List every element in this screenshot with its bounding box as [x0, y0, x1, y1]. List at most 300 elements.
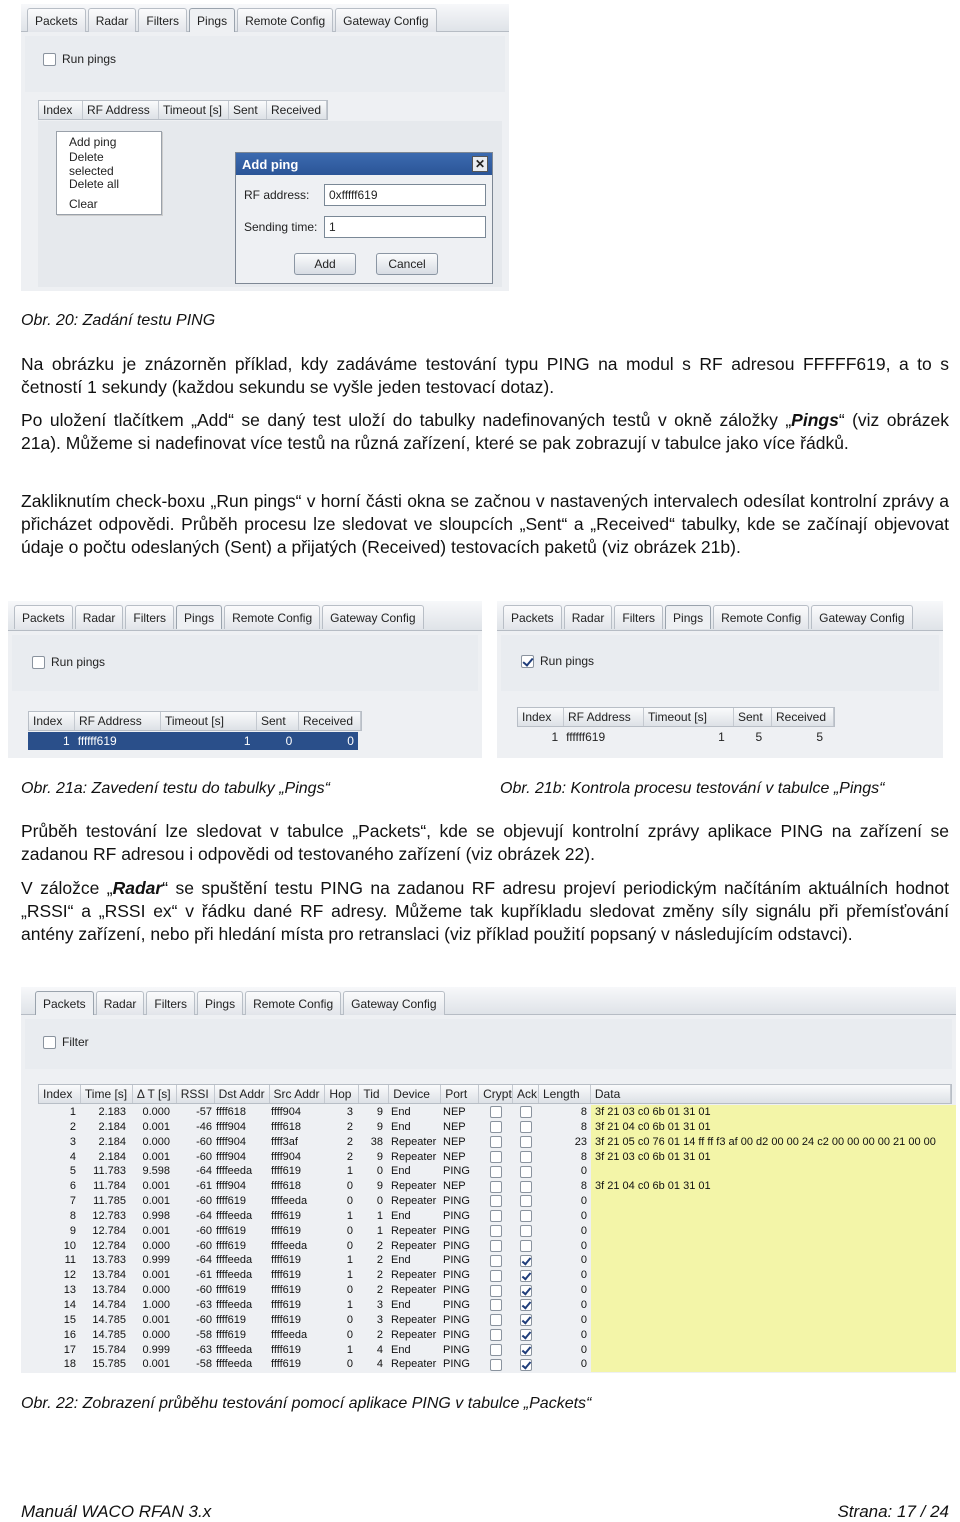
checkbox-checked-icon[interactable] [520, 1314, 532, 1326]
checkbox-empty-icon[interactable] [490, 1166, 502, 1178]
table-row[interactable] [38, 1194, 956, 1209]
tab-remote-config[interactable]: Remote Config [237, 8, 333, 32]
table-cell: ffffeeda [216, 1269, 253, 1282]
table-row[interactable] [38, 1209, 956, 1224]
crypt-checkbox[interactable] [479, 1179, 513, 1194]
checkbox-empty-icon[interactable] [520, 1121, 532, 1133]
column-header[interactable]: Src Addr [270, 1085, 326, 1103]
ack-checkbox[interactable] [513, 1135, 539, 1150]
checkbox-empty-icon[interactable] [490, 1270, 502, 1282]
fig21b-run-pings-checkbox[interactable] [521, 654, 594, 668]
paragraph-2-c: “ (viz obrázek 21a). Můžeme si nadefinovat více testů na různá zařízení, které se pak zobrazují v tabulce jako více řádků. [21, 410, 949, 453]
table-cell [591, 1253, 956, 1268]
checkbox-empty-icon[interactable] [520, 1166, 532, 1178]
column-header[interactable]: Timeout [s] [159, 101, 229, 119]
checkbox-empty-icon[interactable] [520, 1225, 532, 1237]
tab-filters[interactable]: Filters [614, 605, 663, 629]
column-header[interactable]: Index [29, 712, 75, 730]
table-row[interactable] [38, 1343, 956, 1358]
paragraph-5 [21, 877, 949, 946]
checkbox-empty-icon[interactable] [490, 1314, 502, 1326]
checkbox-box[interactable] [32, 656, 45, 669]
table-cell: 0 [580, 1269, 587, 1282]
table-cell: 11.785 [93, 1195, 126, 1208]
fig21a-table-header [28, 711, 362, 731]
tab-filters[interactable]: Filters [146, 991, 195, 1015]
ack-checkbox[interactable] [513, 1120, 539, 1135]
checkbox-empty-icon[interactable] [490, 1106, 502, 1118]
tab-remote-config[interactable]: Remote Config [224, 605, 320, 629]
column-header[interactable]: Index [39, 101, 83, 119]
table-cell: PING [443, 1195, 470, 1208]
table-cell: 9 [376, 1180, 383, 1193]
checkbox-empty-icon[interactable] [520, 1106, 532, 1118]
table-cell: 0 [376, 1165, 383, 1178]
crypt-checkbox[interactable] [479, 1328, 513, 1343]
table-cell: PING [443, 1313, 470, 1326]
table-row[interactable] [38, 1135, 956, 1150]
table-row[interactable] [38, 1283, 956, 1298]
tab-filters[interactable]: Filters [138, 8, 187, 32]
tab-pings[interactable]: Pings [176, 605, 222, 629]
ack-checkbox[interactable] [513, 1224, 539, 1239]
ack-checkbox[interactable] [513, 1343, 539, 1358]
column-header[interactable]: Tid [359, 1085, 389, 1103]
checkbox-empty-icon[interactable] [490, 1195, 502, 1207]
ack-checkbox[interactable] [513, 1239, 539, 1254]
table-cell: ffff3af [271, 1135, 298, 1148]
table-cell: 11.783 [93, 1165, 126, 1178]
table-cell [591, 1209, 956, 1224]
checkbox-empty-icon[interactable] [490, 1329, 502, 1341]
table-cell: 0.000 [142, 1284, 170, 1297]
tab-gateway-config[interactable]: Gateway Config [335, 8, 436, 32]
checkbox-empty-icon[interactable] [520, 1151, 532, 1163]
ack-checkbox[interactable] [513, 1328, 539, 1343]
fig22-tab-bar [21, 987, 956, 1015]
tab-radar[interactable]: Radar [75, 605, 124, 629]
sending-time-input[interactable]: 1 [324, 216, 486, 238]
paragraph-1: Na obrázku je znázorněn příklad, kdy zadáváme testování typu PING na modul s RF adresou FFFFF619, a to s četností 1 sekundy (každou sekundu se vyšle jeden testovací dotaz). [21, 354, 949, 397]
column-header[interactable]: Sent [734, 708, 772, 726]
column-header[interactable]: Sent [257, 712, 299, 730]
table-row[interactable] [38, 1253, 956, 1268]
ack-checkbox[interactable] [513, 1150, 539, 1165]
crypt-checkbox[interactable] [479, 1135, 513, 1150]
table-cell: 7 [69, 1195, 76, 1208]
table-cell: End [391, 1298, 411, 1311]
fig20-run-pings-checkbox[interactable] [43, 52, 116, 66]
table-cell: ffff904 [216, 1135, 246, 1148]
table-cell: -57 [196, 1106, 212, 1118]
table-row[interactable] [38, 1224, 956, 1239]
fig21b-table-header [517, 707, 835, 727]
crypt-checkbox[interactable] [479, 1209, 513, 1224]
crypt-checkbox[interactable] [479, 1239, 513, 1254]
checkbox-checked-icon[interactable] [520, 1270, 532, 1282]
table-cell: 0.999 [142, 1254, 170, 1267]
table-row[interactable] [38, 1164, 956, 1179]
menu-item-delete-all[interactable]: Delete all [69, 177, 120, 191]
table-cell: 9 [376, 1120, 383, 1133]
checkbox-empty-icon[interactable] [490, 1225, 502, 1237]
checkbox-empty-icon[interactable] [490, 1344, 502, 1356]
checkbox-checked-icon[interactable] [520, 1359, 532, 1371]
table-cell: 12 [63, 1269, 76, 1282]
table-cell: 0 [376, 1195, 383, 1208]
checkbox-box[interactable] [43, 53, 56, 66]
checkbox-checked-icon[interactable] [520, 1329, 532, 1341]
table-cell: ffff904 [216, 1150, 246, 1163]
table-cell: 0 [346, 1180, 353, 1193]
tab-radar[interactable]: Radar [96, 991, 145, 1015]
table-cell: 4 [69, 1150, 76, 1163]
checkbox-empty-icon[interactable] [520, 1240, 532, 1252]
table-cell: 5 [69, 1165, 76, 1178]
table-cell: 14.784 [92, 1298, 126, 1311]
fig21a-table-row[interactable] [28, 732, 358, 750]
table-cell: ffff619 [216, 1224, 246, 1237]
table-cell: 2.184 [98, 1150, 126, 1163]
checkbox-empty-icon[interactable] [520, 1181, 532, 1193]
checkbox-empty-icon[interactable] [490, 1210, 502, 1222]
tab-remote-config[interactable]: Remote Config [713, 605, 809, 629]
table-cell: 14.785 [92, 1328, 126, 1341]
checkbox-empty-icon[interactable] [490, 1121, 502, 1133]
column-header[interactable]: Length [539, 1085, 591, 1103]
tab-gateway-config[interactable]: Gateway Config [322, 605, 423, 629]
table-row[interactable] [38, 1105, 956, 1120]
crypt-checkbox[interactable] [479, 1298, 513, 1313]
table-cell: 12.783 [92, 1209, 126, 1222]
table-cell: 0 [346, 1239, 353, 1252]
tab-gateway-config[interactable]: Gateway Config [811, 605, 912, 629]
table-cell: 3f 21 04 c0 6b 01 31 01 [591, 1120, 956, 1135]
table-cell: PING [443, 1328, 470, 1341]
checkbox-empty-icon[interactable] [490, 1136, 502, 1148]
run-pings-label: Run pings [51, 655, 106, 669]
ack-checkbox[interactable] [513, 1268, 539, 1283]
table-cell [591, 1224, 956, 1239]
table-row[interactable] [38, 1313, 956, 1328]
tab-remote-config[interactable]: Remote Config [245, 991, 341, 1015]
table-cell: 3 [376, 1298, 383, 1311]
table-cell: 8 [580, 1180, 587, 1193]
tab-packets[interactable]: Packets [35, 991, 94, 1015]
table-cell: -61 [196, 1269, 212, 1282]
checkbox-checked-icon[interactable] [521, 655, 534, 668]
column-header[interactable]: Time [s] [81, 1085, 133, 1103]
crypt-checkbox[interactable] [479, 1268, 513, 1283]
crypt-checkbox[interactable] [479, 1105, 513, 1120]
column-header[interactable]: Timeout [s] [161, 712, 257, 730]
crypt-checkbox[interactable] [479, 1253, 513, 1268]
table-row[interactable] [38, 1328, 956, 1343]
fig22-caption: Obr. 22: Zobrazení průběhu testování pomocí aplikace PING v tabulce „Packets“ [21, 1395, 592, 1412]
tab-packets[interactable]: Packets [503, 605, 562, 629]
table-cell: ffff904 [216, 1120, 246, 1133]
table-cell: 0.001 [142, 1224, 170, 1237]
fig20-caption: Obr. 20: Zadání testu PING [21, 312, 216, 329]
table-cell: -60 [196, 1284, 212, 1297]
filter-label: Filter [62, 1035, 89, 1049]
checkbox-empty-icon[interactable] [490, 1359, 502, 1371]
table-cell: 38 [370, 1135, 383, 1148]
table-cell: 8 [580, 1150, 587, 1163]
table-cell: -64 [196, 1209, 212, 1222]
ack-checkbox[interactable] [513, 1283, 539, 1298]
crypt-checkbox[interactable] [479, 1357, 513, 1372]
table-cell: 11.784 [93, 1180, 126, 1193]
ack-checkbox[interactable] [513, 1164, 539, 1179]
table-cell: 2 [376, 1254, 383, 1267]
table-cell: Repeater [391, 1135, 437, 1148]
table-cell: 0 [347, 734, 354, 748]
table-cell: Repeater [391, 1358, 437, 1371]
checkbox-checked-icon[interactable] [520, 1344, 532, 1356]
tab-pings[interactable]: Pings [197, 991, 243, 1015]
ack-checkbox[interactable] [513, 1179, 539, 1194]
table-cell: 8 [69, 1209, 76, 1222]
table-cell: -60 [196, 1313, 212, 1326]
table-cell: 0.000 [142, 1328, 170, 1341]
table-cell: 0.001 [142, 1195, 170, 1208]
table-cell [591, 1298, 956, 1313]
table-cell: 0.001 [142, 1269, 170, 1282]
fig21b-table-row[interactable] [517, 728, 827, 746]
table-cell: NEP [443, 1150, 466, 1163]
add-button[interactable]: Add [294, 253, 356, 275]
table-cell: PING [443, 1269, 470, 1282]
footer-page-number: Strana: 17 / 24 [837, 1502, 949, 1521]
table-cell: ffffeeda [216, 1165, 253, 1178]
tab-filters[interactable]: Filters [125, 605, 174, 629]
table-cell: 2 [376, 1284, 383, 1297]
checkbox-checked-icon[interactable] [520, 1299, 532, 1311]
fig22-filter-checkbox[interactable] [43, 1035, 89, 1049]
column-header[interactable]: Received [299, 712, 361, 730]
table-cell: ffff619 [271, 1254, 301, 1267]
ack-checkbox[interactable] [513, 1209, 539, 1224]
table-cell: 9 [376, 1150, 383, 1163]
table-cell: Repeater [391, 1269, 437, 1282]
table-cell: ffffeeda [271, 1328, 308, 1341]
cancel-button[interactable]: Cancel [376, 253, 438, 275]
fig21a-screenshot [8, 601, 482, 758]
table-cell: -63 [196, 1343, 212, 1356]
paragraph-2-a: Po uložení tlačítkem „Add“ se daný test uloží do tabulky nadefinovaných testů v okně záložky „ [21, 410, 792, 430]
table-cell: 0 [580, 1358, 587, 1371]
checkbox-empty-icon[interactable] [520, 1195, 532, 1207]
table-cell: End [391, 1254, 411, 1267]
table-cell: -63 [196, 1298, 212, 1311]
column-header[interactable]: Port [441, 1085, 479, 1103]
table-cell: 11 [64, 1254, 76, 1267]
column-header[interactable]: Δ T [s] [133, 1085, 177, 1103]
table-cell: Repeater [391, 1328, 437, 1341]
table-cell: -60 [196, 1224, 212, 1237]
table-cell: 3f 21 04 c0 6b 01 31 01 [591, 1179, 956, 1194]
table-cell: PING [443, 1239, 470, 1252]
column-header[interactable]: Sent [229, 101, 267, 119]
table-cell: -46 [196, 1120, 212, 1133]
crypt-checkbox[interactable] [479, 1313, 513, 1328]
crypt-checkbox[interactable] [479, 1150, 513, 1165]
table-cell: 2 [346, 1120, 353, 1133]
column-header[interactable]: RF Address [75, 712, 161, 730]
table-cell: ffff619 [216, 1328, 246, 1341]
column-header[interactable]: Timeout [s] [644, 708, 734, 726]
checkbox-empty-icon[interactable] [490, 1299, 502, 1311]
table-cell: 0.000 [142, 1135, 170, 1148]
crypt-checkbox[interactable] [479, 1343, 513, 1358]
table-cell: 18 [63, 1358, 76, 1371]
checkbox-empty-icon[interactable] [520, 1136, 532, 1148]
table-cell: ffffeeda [216, 1254, 253, 1267]
ack-checkbox[interactable] [513, 1194, 539, 1209]
table-cell: Repeater [391, 1195, 437, 1208]
table-cell: 0 [346, 1313, 353, 1326]
table-cell: 0 [346, 1328, 353, 1341]
table-cell: 2 [346, 1150, 353, 1163]
table-cell: 9.598 [142, 1165, 170, 1178]
table-cell: ffff618 [271, 1180, 301, 1193]
menu-item-clear[interactable]: Clear [69, 197, 98, 211]
table-cell: -64 [196, 1254, 212, 1267]
crypt-checkbox[interactable] [479, 1120, 513, 1135]
fig21a-run-pings-checkbox[interactable] [32, 655, 105, 669]
table-cell [591, 1283, 956, 1298]
table-cell: 1 [346, 1209, 353, 1222]
table-row[interactable] [38, 1120, 956, 1135]
dialog-title-bar [236, 153, 492, 175]
checkbox-empty-icon[interactable] [490, 1255, 502, 1267]
fig22-top-panel [25, 1019, 952, 1069]
checkbox-empty-icon[interactable] [490, 1285, 502, 1297]
paragraph-3: Zakliknutím check-boxu „Run pings“ v horní části okna se začnou v nastavených intervalech odesílat kontrolní zprávy a přicházet odpovědi. Průběh procesu lze sledovat ve sloupcích „Sent“ a „Received“ tabulky, kde se začínají objevovat údaje o počtu odeslaných (Sent) a přijatých (Received) testovacích paketů (viz obrázek 21b). [21, 491, 949, 557]
table-cell: ffff619 [271, 1165, 301, 1178]
table-cell: 0 [580, 1328, 587, 1341]
ack-checkbox[interactable] [513, 1357, 539, 1372]
table-cell: 13.784 [92, 1284, 126, 1297]
checkbox-empty-icon[interactable] [490, 1240, 502, 1252]
table-cell: ffff904 [271, 1106, 301, 1118]
table-row[interactable] [38, 1268, 956, 1283]
ack-checkbox[interactable] [513, 1253, 539, 1268]
paragraph-4: Průběh testování lze sledovat v tabulce „Packets“, kde se objevují kontrolní zprávy aplikace PING na zařízení se zadanou RF adresou i odpovědi od testovaného zařízení (viz obrázek 22). [21, 821, 949, 864]
table-cell: 3 [346, 1106, 353, 1118]
checkbox-checked-icon[interactable] [520, 1255, 532, 1267]
column-header[interactable]: Index [518, 708, 564, 726]
table-cell: 1 [346, 1298, 353, 1311]
crypt-checkbox[interactable] [479, 1194, 513, 1209]
table-cell: 0.001 [142, 1120, 170, 1133]
checkbox-box[interactable] [43, 1036, 56, 1049]
rf-address-label: RF address: [244, 188, 310, 202]
add-ping-dialog [235, 152, 493, 284]
table-cell: ffff618 [271, 1120, 301, 1133]
table-cell: -60 [196, 1239, 212, 1252]
checkbox-checked-icon[interactable] [520, 1285, 532, 1297]
fig21b-tab-bar [497, 601, 943, 631]
table-cell: 14.785 [92, 1313, 126, 1326]
table-cell: 1 [63, 734, 70, 748]
table-cell: 0 [346, 1358, 353, 1371]
table-row[interactable] [38, 1150, 956, 1165]
table-cell: 5 [816, 730, 823, 744]
table-cell: ffff618 [216, 1106, 246, 1118]
close-icon[interactable]: ✕ [472, 156, 488, 172]
tab-pings[interactable]: Pings [665, 605, 711, 629]
column-header[interactable]: Received [772, 708, 834, 726]
column-header[interactable]: Ack [513, 1085, 539, 1103]
table-cell: NEP [443, 1180, 466, 1193]
table-cell: 3f 21 03 c0 6b 01 31 01 [591, 1150, 956, 1165]
column-header[interactable]: Index [39, 1085, 81, 1103]
table-cell: 0 [580, 1343, 587, 1356]
crypt-checkbox[interactable] [479, 1164, 513, 1179]
table-cell: NEP [443, 1106, 466, 1118]
table-cell: 12.784 [92, 1224, 126, 1237]
table-row[interactable] [38, 1179, 956, 1194]
tab-pings[interactable]: Pings [189, 8, 235, 32]
column-header[interactable]: Data [591, 1085, 951, 1103]
table-cell: End [391, 1165, 411, 1178]
table-cell: 13.783 [92, 1254, 126, 1267]
ack-checkbox[interactable] [513, 1298, 539, 1313]
ack-checkbox[interactable] [513, 1313, 539, 1328]
column-header[interactable]: RF Address [83, 101, 159, 119]
table-cell: 13.784 [92, 1269, 126, 1282]
ack-checkbox[interactable] [513, 1105, 539, 1120]
column-header[interactable]: Device [389, 1085, 441, 1103]
crypt-checkbox[interactable] [479, 1283, 513, 1298]
checkbox-empty-icon[interactable] [520, 1210, 532, 1222]
table-row[interactable] [38, 1298, 956, 1313]
column-header[interactable]: RSSI [177, 1085, 215, 1103]
column-header[interactable]: Received [267, 101, 327, 119]
dialog-title: Add ping [242, 156, 299, 172]
menu-item-delete-selected[interactable]: Delete selected [69, 150, 114, 178]
table-cell: 2.183 [98, 1106, 126, 1118]
fig20-screenshot [21, 4, 509, 291]
tab-gateway-config[interactable]: Gateway Config [343, 991, 444, 1015]
table-row[interactable] [38, 1357, 956, 1372]
checkbox-empty-icon[interactable] [490, 1181, 502, 1193]
rf-address-input[interactable]: 0xfffff619 [324, 184, 486, 206]
table-cell: 1 [69, 1106, 76, 1118]
table-row[interactable] [38, 1239, 956, 1254]
column-header[interactable]: RF Address [564, 708, 644, 726]
column-header[interactable]: Hop [325, 1085, 359, 1103]
crypt-checkbox[interactable] [479, 1224, 513, 1239]
table-cell: 10 [63, 1239, 76, 1252]
table-cell: ffff619 [271, 1343, 301, 1356]
menu-item-add-ping[interactable]: Add ping [69, 135, 117, 149]
column-header[interactable]: Crypt [479, 1085, 513, 1103]
tab-packets[interactable]: Packets [27, 8, 86, 32]
tab-radar[interactable]: Radar [564, 605, 613, 629]
tab-radar[interactable]: Radar [88, 8, 137, 32]
table-cell: End [391, 1120, 411, 1133]
column-header[interactable]: Dst Addr [215, 1085, 270, 1103]
table-cell: 1 [718, 730, 725, 744]
fig21b-caption: Obr. 21b: Kontrola procesu testování v tabulce „Pings“ [500, 780, 885, 797]
checkbox-empty-icon[interactable] [490, 1151, 502, 1163]
tab-packets[interactable]: Packets [14, 605, 73, 629]
table-cell: 15.785 [92, 1358, 126, 1371]
table-cell: NEP [443, 1135, 466, 1148]
